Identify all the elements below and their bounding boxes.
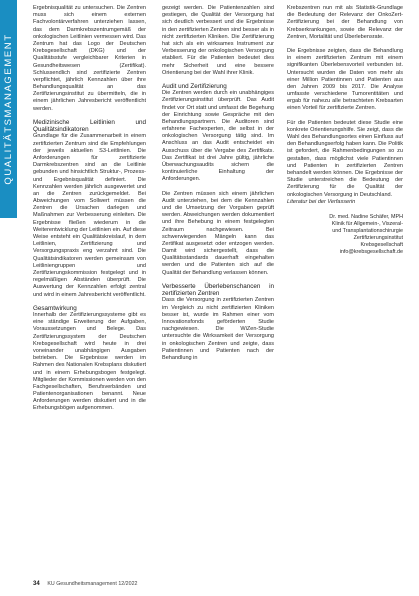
author-line: und Transplantationschirurgie [332, 228, 403, 235]
section-tab [0, 0, 17, 218]
subheading: Medizinische Leitlinien und Qualitätsindikatoren [33, 118, 146, 134]
author-line: Dr. med. Nadine Schäfer, MPH [329, 213, 403, 220]
paragraph: gezeigt werden. Die Patientenzahlen sind gestiegen, die Qualität der Versorgung hat sich deutlich verbessert und die Ergebnisse in den zertifizierten Zentren sind besser als in nicht zertifizierten Kliniken. Die Zertifizierung hat sich als ein wirksames Instrument zur Verbesserung der onkologischen Versorgung etabliert. Für die Patienten bedeutet dies mehr Sicherheit und eine bessere Orientierung bei der Wahl ihrer Klinik. [162, 5, 274, 76]
paragraph: Ergebnisqualität zu untersuchen. Die Zentren muss sich einem externen Fachvolontärverfahren unterziehen lassen, das dem Darmkrebszentrumgemäß der onkologischen Leitlinien vermessen wird. Das Zentrum hat das Logo der Deutschen Krebsgesellschaft (DKG) und der Qualitätsstufe vergleichbarer Kriterien in Gesundheitswesen (Zertifikat). Schlussendlich sind zertifizierte Zentren verpflichtet, jährlich Kennzahlen über ihre Behandlungsqualität an das Zertifizierungsinstitut zu übermitteln, die in einem jährlichen Jahresbericht veröffentlicht werden. [33, 5, 146, 112]
subheading: Verbesserte Überlebenschancen in zertifizierten Zentren [162, 282, 274, 298]
publication-source: KU Gesundheitsmanagement 12/2022 [47, 581, 138, 587]
column-2 [162, 5, 274, 362]
paragraph: Innerhalb der Zertifizierungssysteme gibt es eine ständige Erweiterung der Aufgaben, Voraussetzungen und Belege. Das Zertifizierungssystem der Deutschen Krebsgesellschaft wird heute in drei voneinander unabhängigen Ausgaben betrieben. Die Ergebnisse werden im Rahmen des Nationalen Krebsplans diskutiert und in einem Erhebungsbogen festgelegt. Mitglieder der Kommissionen werden von den Fachgesellschaften, Berufsverbänden und Patientenorganisationen benannt. Neue Anforderungen werden diskutiert und in die Erhebungsbögen aufgenommen. [33, 312, 146, 412]
author-line: Zertifizierungsinstitut [353, 235, 403, 242]
paragraph: Dass die Versorgung in zertifizierten Zentren im Vergleich zu nicht zertifizierten Kliniken besser ist, wurde im Rahmen einer vom Innovationsfonds geförderten Studie nachgewiesen. Die WiZen-Studie untersuchte die Wirksamkeit der Versorgung in onkologischen Zentren und zeigte, dass Patientinnen und Patienten nach der Behandlung in [162, 297, 274, 361]
paragraph: Die Zentren werden durch ein unabhängiges Zertifizierungsinstitut überprüft. Das Audit findet vor Ort statt und umfasst die Begehung der Einrichtung sowie Gespräche mit den Behandlungspartnern. Die Auditoren sind erfahrene Fachexperten, die selbst in der onkologischen Versorgung tätig sind. Im Anschluss an das Audit entscheidet ein Ausschuss über die Vergabe des Zertifikats. Das Zertifikat ist drei Jahre gültig, jährliche Überwachungsaudits sichern die kontinuierliche Einhaltung der Anforderungen. [162, 90, 274, 183]
page-number: 34 [33, 581, 40, 587]
page-footer [33, 580, 137, 588]
paragraph: Krebszentren nun mit als Statistik-Grundlage die Bedeutung der Relevanz der OnkoZert-Zertifizierung bei der Behandlung von Krebserkrankungen, sowie die Relevanz der Zentren, Mortalität und Überlebensrate. [287, 5, 403, 40]
paragraph: Grundlage für die Zusammenarbeit in einem zertifizierten Zentrum sind die Empfehlungen der jeweils aktuellen S3-Leitlinien. Die Anforderungen für zertifizierte Darmkrebszentren sind an die Leitlinie gebunden und hinsichtlich Struktur-, Prozess- und Ergebnisqualität definiert. Die Kennzahlen werden jährlich ausgewertet und an die Zentren zurückgemeldet. Bei Abweichungen vom Sollwert müssen die Zentren die Ursachen darlegen und Maßnahmen zur Verbesserung einleiten. Die Ergebnisse fließen wiederum in die Weiterentwicklung der Leitlinien ein. Auf diese Weise entsteht ein Qualitätskreislauf, in dem Leitlinien, Zertifizierung und Versorgungspraxis eng verzahnt sind. Die Qualitätsindikatoren werden gemeinsam von Leitliniengruppen und Zertifizierungskommission festgelegt und in regelmäßigen Abständen überprüft. Die Auswertung der Kennzahlen erfolgt zentral und wird in einem Jahresbericht veröffentlicht. [33, 133, 146, 298]
subheading: Audit und Zertifizierung [162, 82, 227, 90]
author-info [287, 214, 403, 257]
author-line: Krebsgesellschaft [360, 242, 403, 249]
author-line: Klinik für Allgemein-, Viszeral- [331, 220, 403, 227]
literature-note: Literatur bei der Verfasserin [287, 198, 356, 205]
section-label: QUALITÄTSMANAGEMENT [3, 33, 14, 185]
column-1 [33, 5, 146, 413]
paragraph: Für die Patienten bedeutet diese Studie eine konkrete Orientierungshilfe. Sie zeigt, dass die Wahl des Behandlungsortes einen Einfluss auf den Behandlungserfolg haben kann. Die Politik ist gefordert, die Rahmenbedingungen so zu gestalten, dass möglichst viele Patientinnen und Patienten in zertifizierten Zentren behandelt werden können. Die Ergebnisse der Studie unterstreichen die Bedeutung der Zertifizierung für die Qualität der onkologischen Versorgung in Deutschland. [287, 119, 403, 198]
subheading: Gesamtwirkung [33, 304, 77, 312]
paragraph: Die Ergebnisse zeigten, dass die Behandlung in einem zertifizierten Zentrum mit einem signifikanten Überlebensvorteil verbunden ist. Untersucht wurden die Daten von mehr als einer Million Patientinnen und Patienten aus den Jahren 2009 bis 2017. Die Analyse umfasste verschiedene Tumorentitäten und ergab für nahezu alle betrachteten Krebsarten einen Vorteil für zertifizierte Zentren. [287, 47, 403, 112]
author-email: info@krebsgesellschaft.de [339, 249, 403, 256]
paragraph: Die Zentren müssen sich einem jährlichen Audit unterziehen, bei dem die Kennzahlen und die Umsetzung der Vorgaben geprüft werden. Abweichungen werden dokumentiert und ihre Behebung in einem festgelegten Zeitraum nachgewiesen. Bei schwerwiegenden Mängeln kann das Zertifikat ausgesetzt oder entzogen werden. Damit wird sichergestellt, dass die Qualitätsstandards dauerhaft eingehalten werden und die Patienten sich auf die Qualität der Behandlung verlassen können. [162, 190, 274, 276]
column-3 [287, 5, 403, 256]
